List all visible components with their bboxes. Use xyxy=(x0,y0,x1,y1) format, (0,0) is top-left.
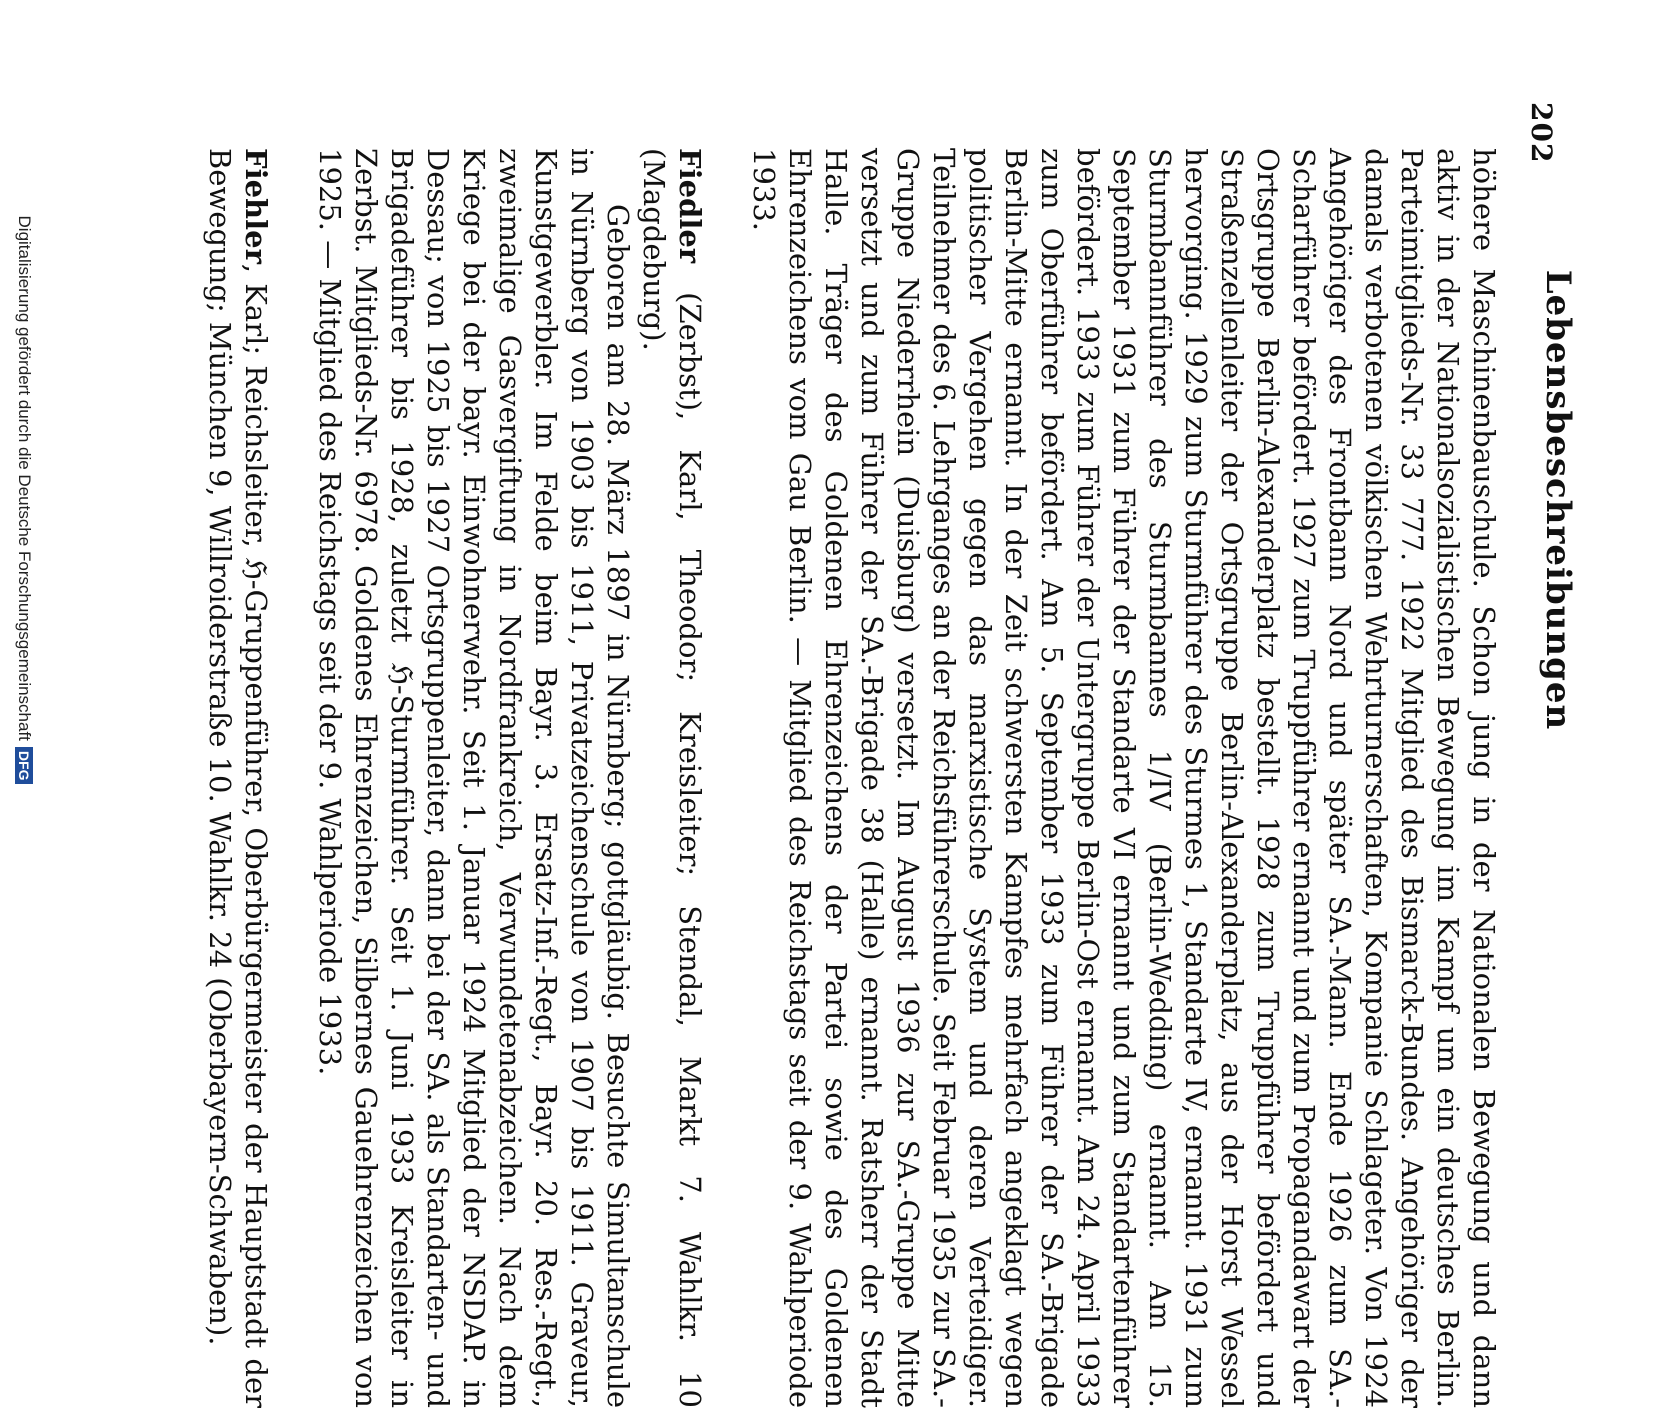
digitization-credit xyxy=(14,0,34,1000)
page-number: 202 xyxy=(1525,102,1558,164)
entry-fiedler xyxy=(312,148,708,1408)
entry-header-details: , Karl; Reichsleiter, ℌ-Gruppenführer, Oberbürgermeister der Hauptstadt der Bewegung; München 9, Willroiderstraße 10. Wahlkr. 24 (Oberbayern-Schwaben). xyxy=(203,148,273,1408)
entry-fiehler xyxy=(202,148,274,1408)
credit-text: Digitalisierung gefördert durch die Deutsche Forschungsgemeinschaft xyxy=(15,215,34,741)
entry-continued xyxy=(746,148,1502,1408)
entry-name: Fiedler xyxy=(673,148,707,264)
running-head: Lebensbeschreibungen xyxy=(1538,269,1578,731)
entry-name: Fiehler xyxy=(239,148,273,264)
entry-header-details: (Zerbst), Karl, Theodor; Kreisleiter; Stendal, Markt 7. Wahlkr. 10 (Magdeburg). xyxy=(637,148,707,1408)
body-text xyxy=(164,148,1502,1408)
entry-header xyxy=(202,148,274,1408)
paragraph: höhere Maschinenbauschule. Schon jung in der Nationalen Bewegung und dann aktiv in der Nationalsozialistischen Bewegung im Kampf um ein deutsches Berlin. Parteimitglieds-Nr. 33 777. 1922 Mitglied des Bismarck-Bundes. Angehöriger der damals verbotenen völkischen Wehrturnerschaften, Kompanie Schlageter. Von 1924 Angehöriger des Frontbann Nord und später SA.-Mann. Ende 1926 zum SA.-Scharführer befördert. 1927 zum Truppführer ernannt und zum Propagandawart der Ortsgruppe Berlin-Alexanderplatz bestellt. 1928 zum Truppführer befördert und Straßenzellenleiter der Ortsgruppe Berlin-Alexanderplatz, aus der Horst Wessel hervorging. 1929 zum Sturmführer des Sturmes 1, Standarte IV, ernannt. 1931 zum Sturmbannführer des Sturmbannes 1/IV (Berlin-Wedding) ernannt. Am 15. September 1931 zum Führer der Standarte VI ernannt und zum Standartenführer befördert. 1933 zum Führer der Untergruppe Berlin-Ost ernannt. Am 24. April 1933 zum Oberführer befördert. Am 5. September 1933 zum Führer der SA.-Brigade Berlin-Mitte ernannt. In der Zeit schwersten Kampfes mehrfach angeklagt wegen politischer Vergehen gegen das marxistische System und deren Verteidiger. Teilnehmer des 6. Lehrganges an der Reichsführerschule. Seit Februar 1935 zur SA.-Gruppe Niederrhein (Duisburg) versetzt. Im August 1936 zur SA.-Gruppe Mitte versetzt und zum Führer der SA.-Brigade 38 (Halle) ernannt. Ratsherr der Stadt Halle. Träger des Goldenen Ehrenzeichens der Partei sowie des Goldenen Ehrenzeichens vom Gau Berlin. — Mitglied des Reichstags seit der 9. Wahlperiode 1933. xyxy=(747,148,1501,1408)
dfg-logo: DFG xyxy=(15,747,33,785)
paragraph: Geboren am 28. März 1897 in Nürnberg; gottgläubig. Besuchte Simultanschule in Nürnberg von 1903 bis 1911, Privatzeichenschule von 1907 bis 1911. Graveur, Kunstgewerbler. Im Felde beim Bayr. 3. Ersatz-Inf.-Regt., Bayr. 20. Res.-Regt., zweimalige Gasvergiftung in Nordfrankreich, Verwundetenabzeichen. Nach dem Kriege bei der bayr. Einwohnerwehr. Seit 1. Januar 1924 Mitglied der NSDAP. in Dessau; von 1925 bis 1927 Ortsgruppenleiter, dann bei der SA. als Standarten- und Brigadeführer bis 1928, zuletzt ℌ-Sturmführer. Seit 1. Juni 1933 Kreisleiter in Zerbst. Mitglieds-Nr. 6978. Goldenes Ehrenzeichen, Silbernes Gauehrenzeichen von 1925. — Mitglied des Reichstags seit der 9. Wahlperiode 1933. xyxy=(313,148,635,1408)
entry-header xyxy=(636,148,708,1408)
